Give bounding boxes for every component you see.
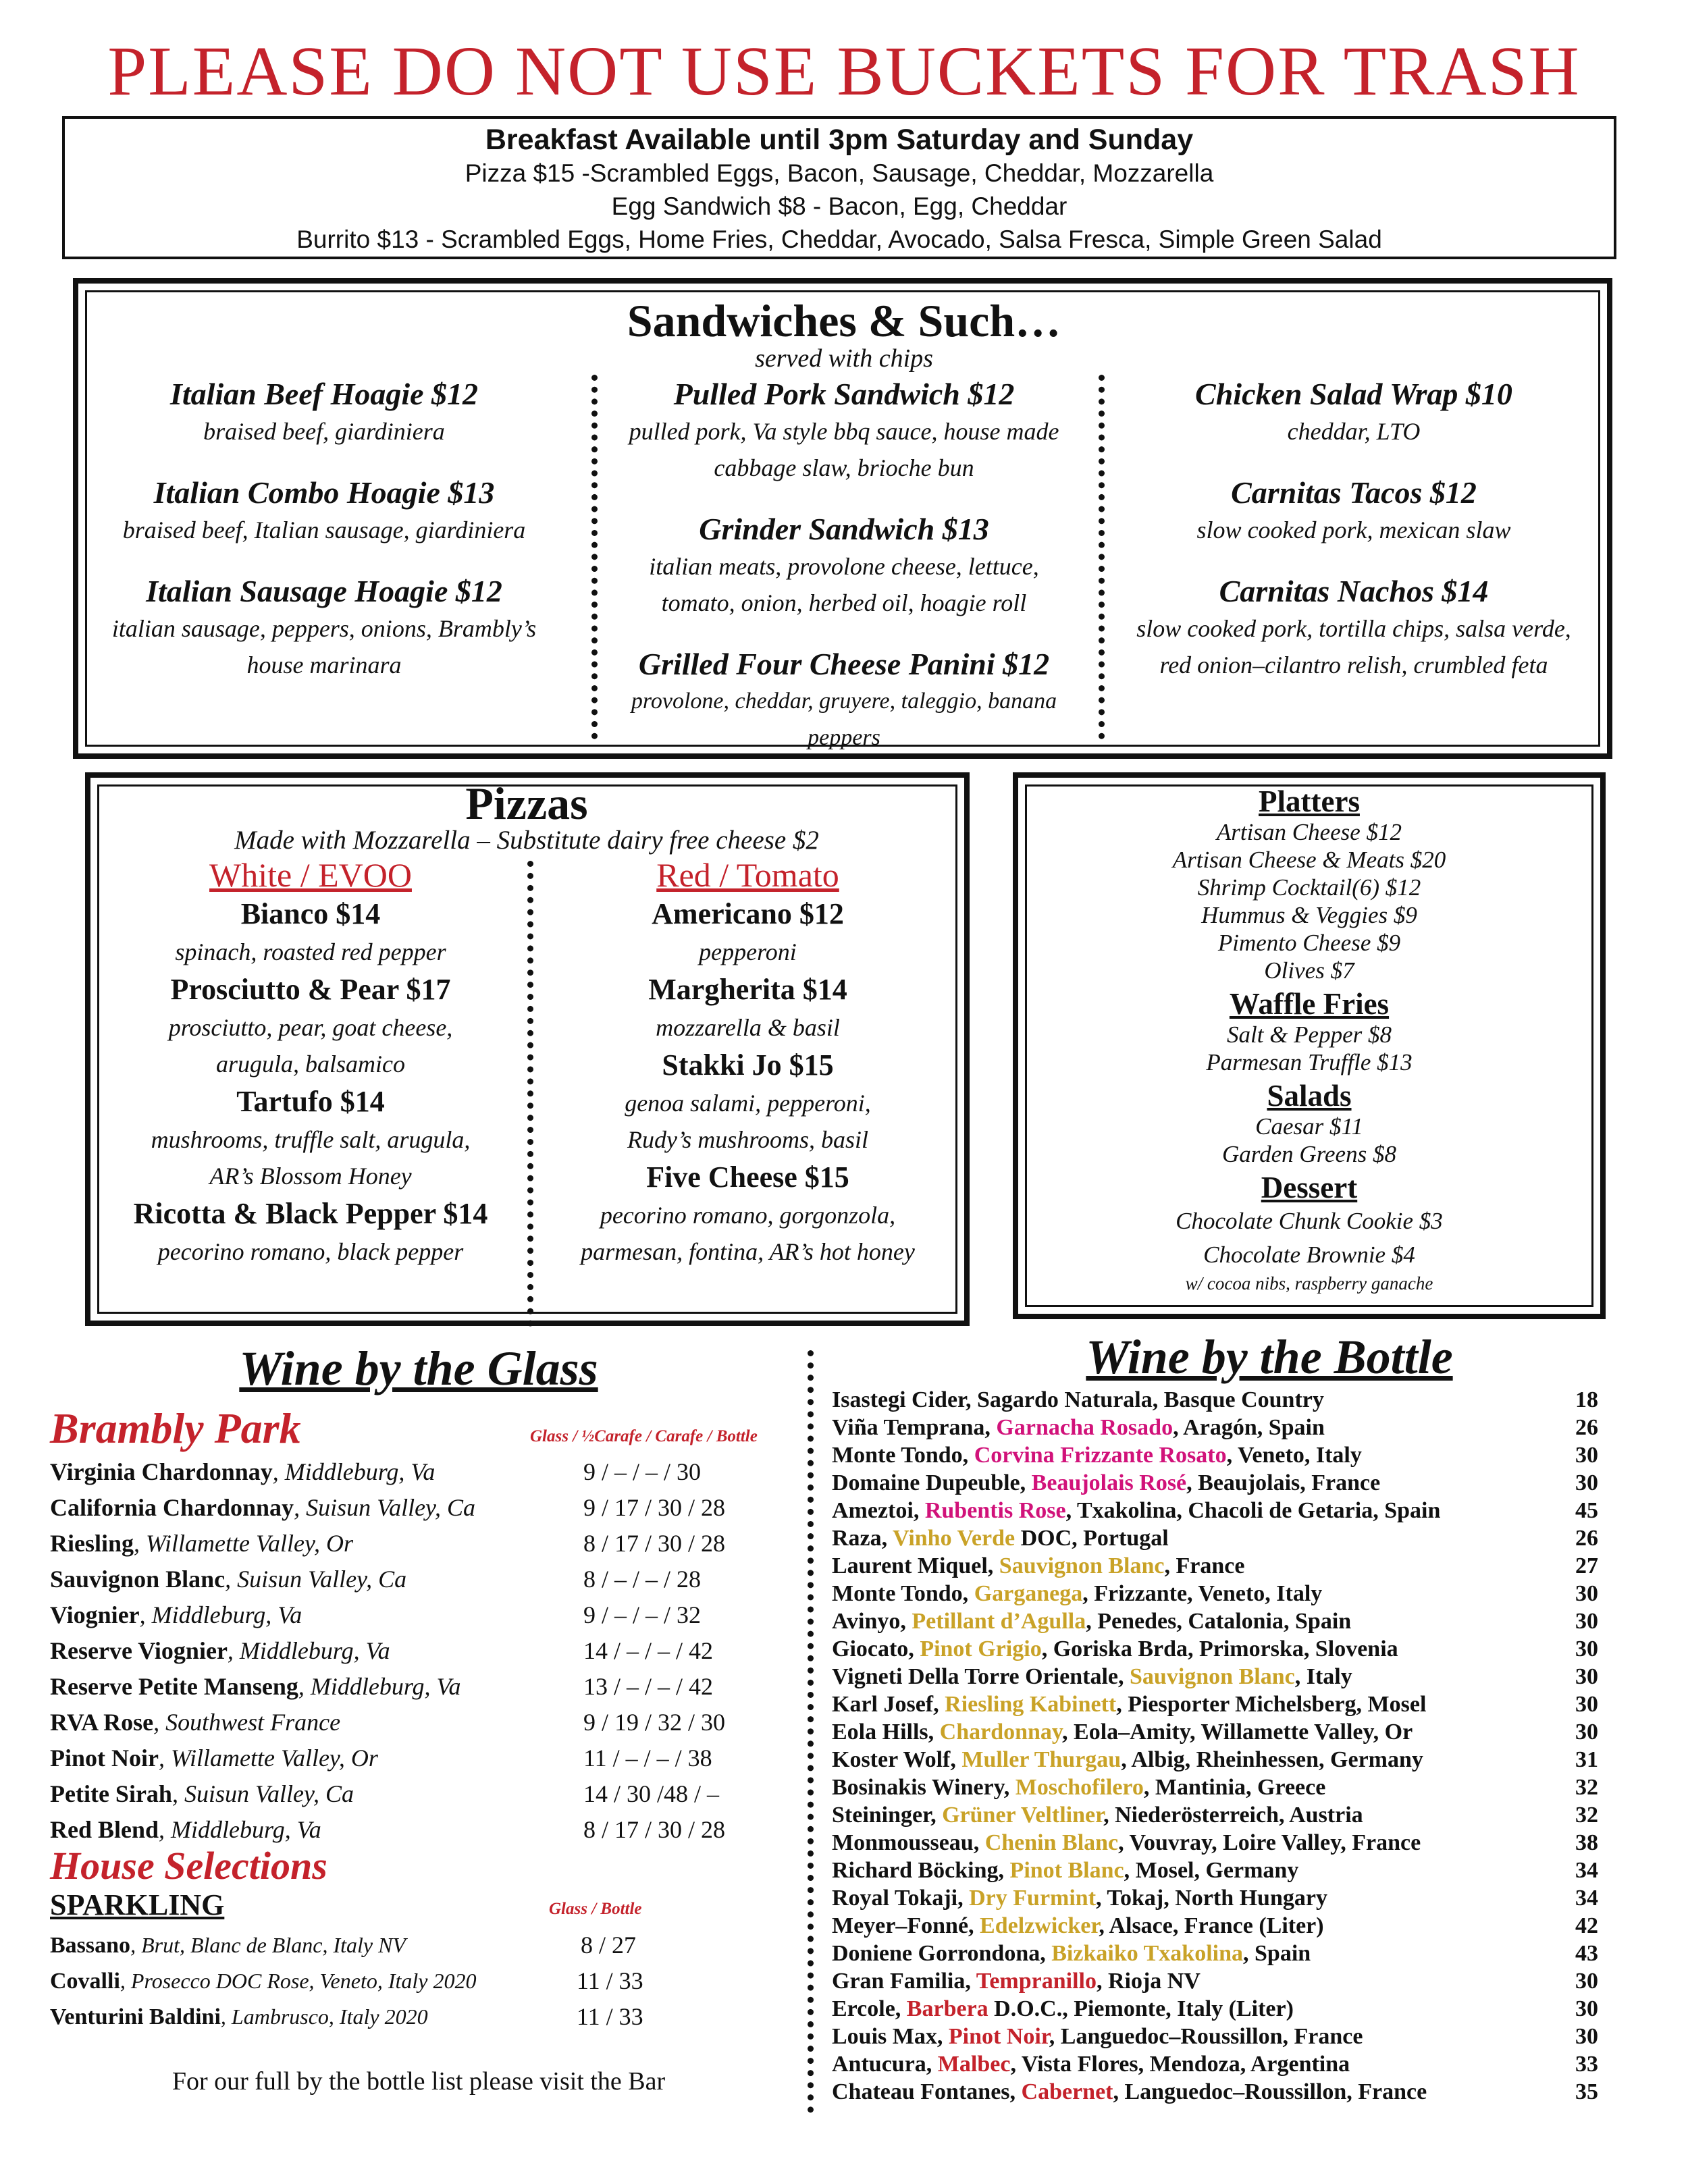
item-desc: italian sausage, peppers, onions, Brambly’s — [111, 615, 537, 642]
item-desc: cheddar, LTO — [1287, 418, 1421, 445]
sides-content — [1020, 784, 1599, 1295]
bottle-row — [832, 2023, 1615, 2050]
wine-region: , Suisun Valley, Ca — [172, 1780, 354, 1807]
bottle-region: , Aragón, Spain — [1173, 1415, 1325, 1440]
bottle-region: , Albig, Rheinhessen, Germany — [1121, 1747, 1423, 1772]
platter-item: Olives $7 — [1264, 957, 1354, 984]
wine-region: , Middleburg, Va — [159, 1816, 321, 1843]
menu-item — [101, 895, 520, 970]
bottle-region: , Goriska Brda, Primorska, Slovenia — [1041, 1636, 1398, 1661]
wine-row — [50, 1526, 813, 1562]
red-header: Red / Tomato — [656, 856, 839, 894]
salad-item: Garden Greens $8 — [1222, 1141, 1396, 1167]
bottle-region: , Frizzante, Veneto, Italy — [1082, 1581, 1323, 1606]
wine-row — [50, 1999, 813, 2035]
bottle-region: , Languedoc–Roussillon, France — [1113, 2079, 1427, 2104]
sparkling-list — [50, 1927, 813, 2035]
wine-row — [50, 1597, 813, 1633]
bottle-varietal: Barbera — [906, 1996, 988, 2021]
bottle-row — [832, 2078, 1615, 2106]
wine-name: Reserve Petite Manseng — [50, 1673, 298, 1700]
bottle-row — [832, 1607, 1615, 1635]
wine-price: 11 / 33 — [577, 1967, 643, 1994]
wine-name: RVA Rose — [50, 1709, 154, 1736]
menu-item — [101, 970, 520, 1082]
bottle-region: , Piesporter Michelsberg, Mosel — [1116, 1692, 1427, 1717]
bottle-row — [832, 1580, 1615, 1607]
wine-region: , Middleburg, Va — [227, 1637, 390, 1664]
wine-region: , Lambrusco, Italy 2020 — [220, 2004, 428, 2029]
breakfast-line: Burrito $13 - Scrambled Eggs, Home Fries, Cheddar, Avocado, Salsa Fresca, Simple Green Salad — [296, 225, 1382, 253]
platter-item: Pimento Cheese $9 — [1217, 930, 1401, 956]
item-name: Grilled Four Cheese Panini $12 — [638, 647, 1050, 681]
bottle-row — [832, 1967, 1615, 1995]
wine-price: 8 / 17 / 30 / 28 — [583, 1530, 726, 1557]
menu-item — [91, 375, 557, 450]
item-name: Chicken Salad Wrap $10 — [1195, 377, 1512, 411]
bottle-producer: Gran Familia, — [832, 1969, 976, 1994]
item-desc: arugula, balsamico — [215, 1050, 405, 1077]
bottle-producer: Viña Temprana, — [832, 1415, 997, 1440]
bottle-producer: Monte Tondo, — [832, 1443, 974, 1468]
wine-row — [50, 1776, 813, 1812]
bottle-region: , France — [1164, 1553, 1245, 1578]
bottle-producer: Chateau Fontanes, — [832, 2079, 1022, 2104]
house-selections-title: House Selections — [50, 1844, 327, 1888]
wine-name: Virginia Chardonnay — [50, 1458, 273, 1485]
bottle-producer: Eola Hills, — [832, 1720, 940, 1744]
item-name: Italian Combo Hoagie $13 — [153, 475, 495, 510]
menu-item — [101, 1082, 520, 1194]
bottle-row — [832, 2050, 1615, 2078]
item-desc: slow cooked pork, mexican slaw — [1196, 516, 1511, 543]
bottle-price: 27 — [1575, 1553, 1598, 1578]
bottle-row — [832, 1690, 1615, 1718]
wine-row — [50, 1490, 813, 1526]
sandwich-column — [91, 375, 557, 683]
item-desc: pecorino romano, gorgonzola, — [600, 1202, 896, 1229]
sandwich-column — [601, 375, 1087, 756]
bottle-region: , Niederösterreich, Austria — [1103, 1803, 1363, 1828]
bottle-producer: Giocato, — [832, 1636, 920, 1661]
bottle-region: , Vouvray, Loire Valley, France — [1118, 1830, 1421, 1855]
bottle-producer: Richard Böcking, — [832, 1858, 1010, 1883]
bottle-producer: Monte Tondo, — [832, 1581, 974, 1606]
item-name: Stakki Jo $15 — [662, 1048, 834, 1082]
item-name: Carnitas Tacos $12 — [1231, 475, 1477, 510]
wine-row — [50, 1454, 813, 1490]
dessert-note: w/ cocoa nibs, raspberry ganache — [1185, 1273, 1433, 1294]
bottle-varietal: Chenin Blanc — [984, 1830, 1119, 1855]
bottle-row — [832, 1386, 1615, 1414]
wine-price: 8 / – / – / 28 — [583, 1566, 702, 1593]
wine-price: 9 / 17 / 30 / 28 — [583, 1494, 726, 1521]
bottle-region: D.O.C., Piemonte, Italy (Liter) — [988, 1996, 1294, 2021]
bottle-region: , Txakolina, Chacoli de Getaria, Spain — [1065, 1498, 1441, 1523]
wine-name: Petite Sirah — [50, 1780, 172, 1807]
bottle-producer: Monmousseau, — [832, 1830, 985, 1855]
item-desc: braised beef, Italian sausage, giardiniera — [122, 516, 526, 543]
bottle-varietal: Pinot Noir — [948, 2024, 1049, 2049]
bottle-price: 30 — [1575, 1636, 1598, 1661]
sandwiches-title: Sandwiches & Such… — [627, 295, 1061, 346]
fries-title: Waffle Fries — [1229, 987, 1390, 1021]
wine-price: 9 / – / – / 32 — [583, 1601, 702, 1628]
bottle-row — [832, 1884, 1615, 1912]
bottle-producer: Doniene Gorrondona, — [832, 1941, 1052, 1966]
bottle-price: 32 — [1575, 1775, 1598, 1800]
bottle-producer: Ameztoi, — [832, 1498, 925, 1523]
menu-item — [1114, 375, 1593, 450]
bottle-list — [832, 1386, 1615, 2106]
menu-item — [1114, 572, 1593, 683]
bottle-region: DOC, Portugal — [1015, 1526, 1169, 1551]
bottle-price: 31 — [1575, 1747, 1598, 1772]
bottle-producer: Koster Wolf, — [832, 1747, 962, 1772]
dessert-item: Chocolate Chunk Cookie $3 — [1176, 1208, 1443, 1234]
bottle-varietal: Cabernet — [1021, 2079, 1113, 2104]
platter-item: Artisan Cheese & Meats $20 — [1172, 847, 1446, 873]
bottle-varietal: Edelzwicker — [980, 1913, 1099, 1938]
bottle-price: 26 — [1575, 1415, 1598, 1440]
bottle-region: , Rioja NV — [1096, 1969, 1201, 1994]
footer-note: For our full by the bottle list please visit the Bar — [172, 2067, 666, 2096]
menu-item — [101, 1194, 520, 1270]
item-desc: Rudy’s mushrooms, basil — [627, 1126, 869, 1153]
bottle-price: 30 — [1575, 1969, 1598, 1994]
bottle-row — [832, 1774, 1615, 1801]
item-name: Five Cheese $15 — [646, 1161, 849, 1194]
item-desc: genoa salami, pepperoni, — [625, 1090, 871, 1117]
item-desc: cabbage slaw, brioche bun — [714, 454, 974, 481]
wine-name: Covalli — [50, 1969, 120, 1994]
sandwich-column — [1114, 375, 1593, 683]
item-desc: pulled pork, Va style bbq sauce, house made — [629, 418, 1059, 445]
bottle-producer: Avinyo, — [832, 1609, 912, 1634]
bottle-row — [832, 1995, 1615, 2023]
bottle-region: , Penedes, Catalonia, Spain — [1086, 1609, 1352, 1634]
platter-item: Hummus & Veggies $9 — [1201, 902, 1417, 928]
item-desc: pepperoni — [699, 938, 797, 965]
bottle-row — [832, 1635, 1615, 1663]
bottle-row — [832, 1801, 1615, 1829]
bottle-varietal: Tempranillo — [976, 1969, 1097, 1994]
bottle-varietal: Malbec — [937, 2052, 1011, 2077]
wine-region: , Suisun Valley, Ca — [225, 1566, 407, 1593]
wine-region: , Middleburg, Va — [298, 1673, 461, 1700]
wine-row — [50, 1669, 813, 1705]
breakfast-box — [62, 116, 1616, 259]
bottle-row — [832, 1829, 1615, 1857]
menu-item — [91, 474, 557, 548]
bottle-region: , Spain — [1243, 1941, 1311, 1966]
bottle-region: , Beaujolais, France — [1186, 1470, 1381, 1495]
bottle-producer: Domaine Dupeuble, — [832, 1470, 1032, 1495]
bottle-price: 45 — [1575, 1498, 1598, 1523]
item-desc: AR’s Blossom Honey — [209, 1163, 412, 1190]
wine-name: Reserve Viognier — [50, 1637, 228, 1664]
item-name: Americano $12 — [652, 897, 844, 930]
item-name: Tartufo $14 — [236, 1085, 385, 1118]
sparkling-title: SPARKLING — [50, 1888, 225, 1921]
bottle-price: 30 — [1575, 1996, 1598, 2021]
breakfast-line: Pizza $15 -Scrambled Eggs, Bacon, Sausage, Cheddar, Mozzarella — [465, 159, 1214, 187]
wine-region: , Southwest France — [153, 1709, 341, 1736]
bottle-row — [832, 1857, 1615, 1884]
bottle-producer: Antucura, — [832, 2052, 938, 2077]
wine-region: , Suisun Valley, Ca — [294, 1494, 476, 1521]
item-desc: braised beef, giardiniera — [203, 418, 445, 445]
bottle-varietal: Garganega — [974, 1581, 1083, 1606]
pizzas-title: Pizzas — [465, 778, 588, 829]
bottle-row — [832, 1940, 1615, 1967]
pizza-column-red — [537, 855, 959, 1270]
item-desc: parmesan, fontina, AR’s hot honey — [581, 1238, 915, 1265]
bottle-varietal: Garnacha Rosado — [996, 1415, 1173, 1440]
bottle-producer: Louis Max, — [832, 2024, 949, 2049]
wine-price: 8 / 17 / 30 / 28 — [583, 1816, 726, 1843]
column-divider — [1099, 375, 1105, 739]
wine-region: , Brut, Blanc de Blanc, Italy NV — [130, 1933, 406, 1957]
pizzas-subtitle: Made with Mozzarella – Substitute dairy free cheese $2 — [234, 826, 819, 855]
wine-region: , Prosecco DOC Rose, Veneto, Italy 2020 — [120, 1969, 477, 1993]
bottle-price: 32 — [1575, 1803, 1598, 1828]
item-name: Margherita $14 — [648, 973, 847, 1006]
fries-item: Parmesan Truffle $13 — [1206, 1049, 1413, 1075]
bottle-price: 33 — [1575, 2052, 1598, 2077]
bottle-producer: Royal Tokaji, — [832, 1886, 970, 1911]
bottle-producer: Laurent Miquel, — [832, 1553, 999, 1578]
wine-price: 11 / 33 — [577, 2003, 643, 2030]
bottle-region: , Tokaj, North Hungary — [1096, 1886, 1327, 1911]
bottle-varietal: Moschofilero — [1015, 1775, 1144, 1800]
bottle-region: , Italy — [1294, 1664, 1352, 1689]
column-divider — [591, 375, 598, 739]
menu-item — [537, 1046, 959, 1158]
platter-item: Artisan Cheese $12 — [1216, 819, 1402, 845]
wine-row — [50, 1963, 813, 1999]
bottle-region: , Vista Flores, Mendoza, Argentina — [1010, 2052, 1350, 2077]
bottle-row — [832, 1414, 1615, 1441]
bottle-varietal: Riesling Kabinett — [945, 1692, 1117, 1717]
bottle-region: , Veneto, Italy — [1226, 1443, 1362, 1468]
breakfast-title: Breakfast Available until 3pm Saturday and Sunday — [485, 124, 1194, 156]
wine-name: California Chardonnay — [50, 1494, 294, 1521]
wine-row — [50, 1705, 813, 1740]
wine-name: Bassano — [50, 1933, 131, 1958]
bottle-price: 18 — [1575, 1387, 1598, 1412]
bottle-varietal: Grüner Veltliner — [942, 1803, 1104, 1828]
bottle-region: , Eola–Amity, Willamette Valley, Or — [1062, 1720, 1413, 1744]
dessert-title: Dessert — [1261, 1171, 1358, 1204]
menu-item — [91, 572, 557, 683]
menu-item — [601, 510, 1087, 621]
bottle-producer: Raza, — [832, 1526, 893, 1551]
bottle-price: 30 — [1575, 1664, 1598, 1689]
fries-item: Salt & Pepper $8 — [1227, 1021, 1392, 1048]
bottle-price: 34 — [1575, 1858, 1598, 1883]
bottle-row — [832, 1524, 1615, 1552]
menu-item — [537, 970, 959, 1046]
bottle-varietal: Sauvignon Blanc — [1130, 1664, 1295, 1689]
bottle-producer: Meyer–Fonné, — [832, 1913, 980, 1938]
salad-item: Caesar $11 — [1255, 1113, 1363, 1140]
bottle-varietal: Vinho Verde — [893, 1526, 1016, 1551]
wine-price: 8 / 27 — [581, 1932, 637, 1959]
wine-price: 9 / 19 / 32 / 30 — [583, 1709, 726, 1736]
bottle-varietal: Beaujolais Rosé — [1031, 1470, 1187, 1495]
bottle-row — [832, 1718, 1615, 1746]
bottle-region: , Mantinia, Greece — [1143, 1775, 1326, 1800]
bottle-varietal: Petillant d’Agulla — [912, 1609, 1086, 1634]
wine-glass-title: Wine by the Glass — [239, 1341, 598, 1395]
wine-price: 9 / – / – / 30 — [583, 1458, 702, 1485]
wine-name: Sauvignon Blanc — [50, 1566, 226, 1593]
wine-name: Red Blend — [50, 1816, 159, 1843]
pizza-column-white — [101, 855, 520, 1270]
bottle-varietal: Corvina Frizzante Rosato — [974, 1443, 1227, 1468]
page-banner: PLEASE DO NOT USE BUCKETS FOR TRASH — [107, 32, 1581, 110]
bottle-price: 43 — [1575, 1941, 1598, 1966]
item-desc: spinach, roasted red pepper — [175, 938, 446, 965]
wine-row — [50, 1927, 813, 1963]
wine-price: 14 / 30 /48 / – — [583, 1780, 720, 1807]
bottle-region: , Alsace, France (Liter) — [1099, 1913, 1324, 1938]
item-desc: tomato, onion, herbed oil, hoagie roll — [661, 589, 1027, 616]
bottle-price: 30 — [1575, 1609, 1598, 1634]
item-desc: prosciutto, pear, goat cheese, — [168, 1014, 453, 1041]
menu-item — [601, 375, 1087, 486]
wine-row — [50, 1740, 813, 1776]
bottle-price: 42 — [1575, 1913, 1598, 1938]
bottle-producer: Isastegi Cider, Sagardo Naturala, Basque Country — [832, 1387, 1324, 1412]
bottle-row — [832, 1469, 1615, 1497]
bottle-varietal: Pinot Blanc — [1009, 1858, 1124, 1883]
bottle-price: 30 — [1575, 2024, 1598, 2049]
bottle-varietal: Rubentis Rose — [924, 1498, 1066, 1523]
bottle-price: 35 — [1575, 2079, 1598, 2104]
wine-row — [50, 1633, 813, 1669]
item-name: Carnitas Nachos $14 — [1219, 574, 1489, 608]
bottle-producer: Vigneti Della Torre Orientale, — [832, 1664, 1130, 1689]
wine-region: , Willamette Valley, Or — [134, 1530, 353, 1557]
item-name: Bianco $14 — [240, 897, 381, 930]
menu-item — [537, 1158, 959, 1270]
breakfast-line: Egg Sandwich $8 - Bacon, Egg, Cheddar — [611, 192, 1067, 220]
item-name: Italian Sausage Hoagie $12 — [146, 574, 502, 608]
menu-item — [537, 895, 959, 970]
bottle-varietal: Dry Furmint — [969, 1886, 1097, 1911]
item-desc: provolone, cheddar, gruyere, taleggio, banana peppers — [631, 689, 1057, 750]
item-desc: mushrooms, truffle salt, arugula, — [151, 1126, 471, 1153]
item-name: Italian Beef Hoagie $12 — [169, 377, 479, 411]
wine-price: 11 / – / – / 38 — [583, 1744, 712, 1772]
wine-region: , Middleburg, Va — [272, 1458, 436, 1485]
platters-title: Platters — [1259, 784, 1360, 818]
bottle-varietal: Sauvignon Blanc — [999, 1553, 1165, 1578]
item-desc: red onion–cilantro relish, crumbled feta — [1159, 651, 1548, 678]
bottle-price: 30 — [1575, 1581, 1598, 1606]
wine-row — [50, 1562, 813, 1597]
bottle-region: , Mosel, Germany — [1124, 1858, 1299, 1883]
bottle-price: 30 — [1575, 1443, 1598, 1468]
bottle-varietal: Bizkaiko Txakolina — [1051, 1941, 1244, 1966]
bottle-producer: Karl Josef, — [832, 1692, 945, 1717]
bottle-price: 30 — [1575, 1720, 1598, 1744]
white-header: White / EVOO — [209, 856, 412, 894]
bottle-row — [832, 1912, 1615, 1940]
wine-bottle-title: Wine by the Bottle — [1086, 1330, 1453, 1384]
bottle-price: 34 — [1575, 1886, 1598, 1911]
item-desc: house marinara — [246, 651, 402, 678]
sandwiches-subtitle: served with chips — [755, 344, 933, 373]
platter-item: Shrimp Cocktail(6) $12 — [1197, 874, 1421, 901]
item-name: Pulled Pork Sandwich $12 — [673, 377, 1015, 411]
bottle-producer: Steininger, — [832, 1803, 943, 1828]
item-name: Prosciutto & Pear $17 — [170, 973, 451, 1006]
bottle-varietal: Chardonnay — [939, 1720, 1063, 1744]
bottle-row — [832, 1441, 1615, 1469]
wine-price: 13 / – / – / 42 — [583, 1673, 714, 1700]
wine-name: Viognier — [50, 1601, 140, 1628]
menu-item — [1114, 474, 1593, 548]
menu-item — [601, 645, 1087, 756]
sparkling-column-header: Glass / Bottle — [549, 1900, 642, 1918]
wine-region: , Willamette Valley, Or — [158, 1744, 378, 1772]
bottle-price: 26 — [1575, 1526, 1598, 1551]
item-name: Ricotta & Black Pepper $14 — [133, 1197, 488, 1230]
bottle-row — [832, 1663, 1615, 1690]
wine-name: Riesling — [50, 1530, 134, 1557]
item-desc: mozzarella & basil — [656, 1014, 840, 1041]
column-divider — [808, 1350, 814, 2113]
wine-name: Venturini Baldini — [50, 2004, 221, 2029]
bottle-price: 30 — [1575, 1470, 1598, 1495]
bottle-producer: Ercole, — [832, 1996, 907, 2021]
bottle-row — [832, 1552, 1615, 1580]
wine-name: Pinot Noir — [50, 1744, 159, 1772]
bottle-price: 38 — [1575, 1830, 1598, 1855]
glass-list — [50, 1454, 813, 1848]
wine-price: 14 / – / – / 42 — [583, 1637, 714, 1664]
bottle-producer: Bosinakis Winery, — [832, 1775, 1016, 1800]
item-desc: pecorino romano, black pepper — [157, 1238, 464, 1265]
item-desc: italian meats, provolone cheese, lettuce, — [649, 553, 1039, 580]
salads-title: Salads — [1267, 1079, 1352, 1113]
column-divider — [527, 861, 533, 1327]
dessert-item: Chocolate Brownie $4 — [1203, 1242, 1415, 1268]
bottle-region: , Languedoc–Roussillon, France — [1049, 2024, 1363, 2049]
bottle-price: 30 — [1575, 1692, 1598, 1717]
brand-title: Brambly Park — [50, 1404, 301, 1452]
item-desc: slow cooked pork, tortilla chips, salsa verde, — [1136, 615, 1571, 642]
bottle-row — [832, 1497, 1615, 1524]
glass-column-header: Glass / ½Carafe / Carafe / Bottle — [530, 1427, 758, 1445]
bottle-row — [832, 1746, 1615, 1774]
wine-region: , Middleburg, Va — [139, 1601, 302, 1628]
item-name: Grinder Sandwich $13 — [699, 512, 989, 546]
bottle-varietal: Muller Thurgau — [961, 1747, 1122, 1772]
bottle-varietal: Pinot Grigio — [920, 1636, 1042, 1661]
